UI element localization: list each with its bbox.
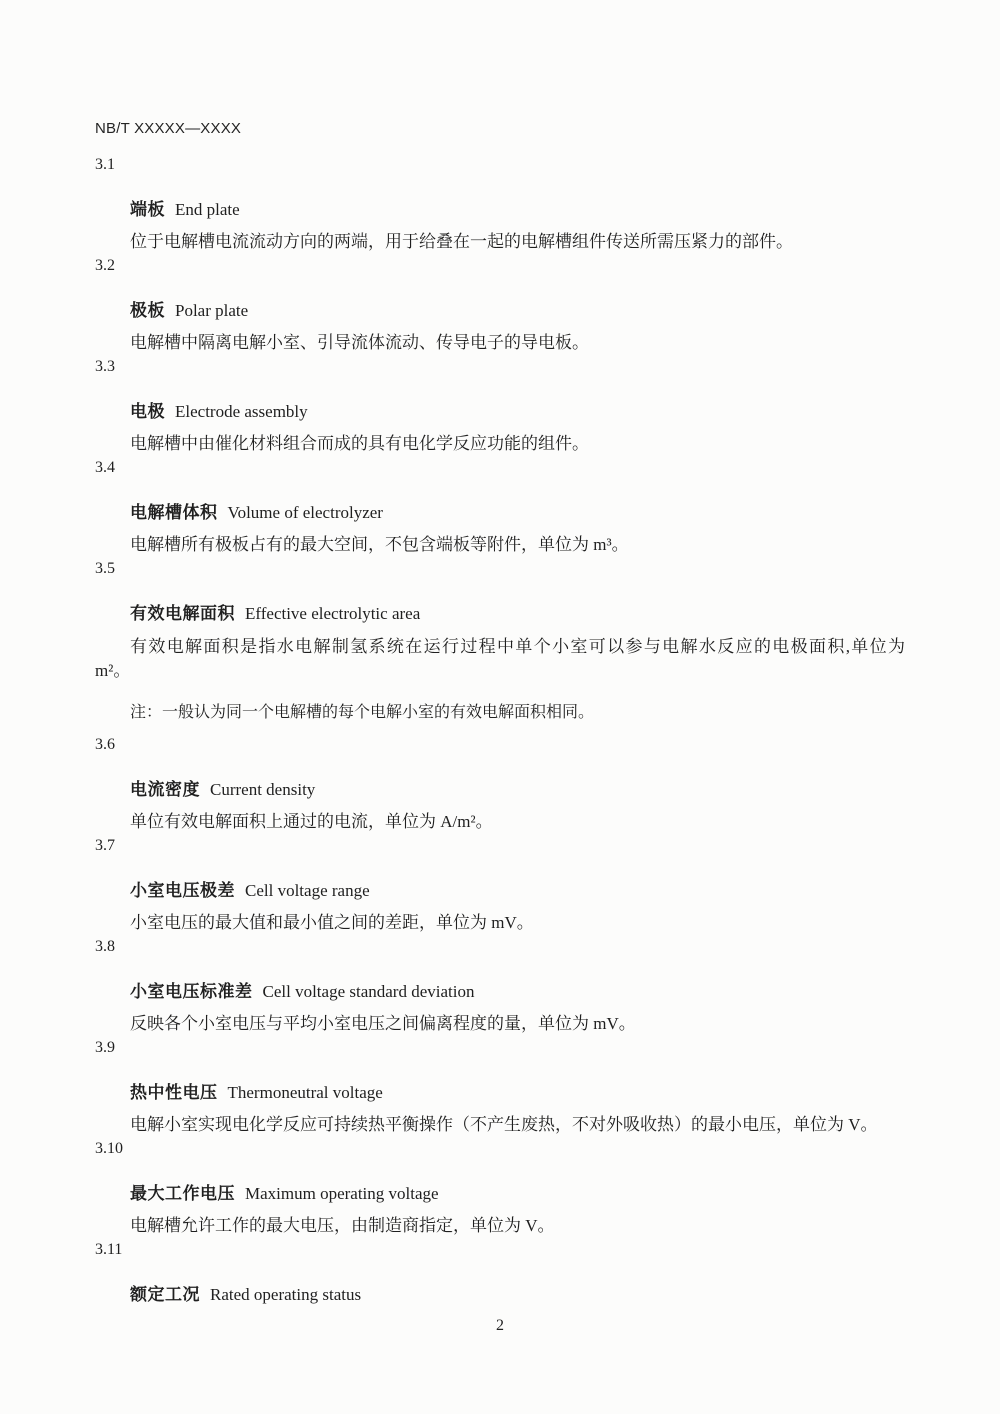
term-chinese: 最大工作电压 bbox=[130, 1184, 235, 1203]
term-chinese: 电极 bbox=[130, 402, 165, 421]
definition-line: m²。 bbox=[95, 661, 131, 680]
term-section bbox=[95, 1139, 905, 1236]
term-line bbox=[95, 603, 905, 624]
term-definition: 电解槽允许工作的最大电压，由制造商指定，单位为 V。 bbox=[130, 1216, 555, 1235]
term-line bbox=[95, 779, 905, 800]
term-line bbox=[95, 199, 905, 220]
term-line bbox=[95, 1284, 905, 1305]
term-line bbox=[95, 1183, 905, 1204]
term-line bbox=[95, 502, 905, 523]
term-english: Polar plate bbox=[175, 301, 249, 320]
term-definition: 电解槽所有极板占有的最大空间，不包含端板等附件，单位为 m³。 bbox=[130, 535, 629, 554]
term-note: 注：一般认为同一个电解槽的每个电解小室的有效电解面积相同。 bbox=[130, 704, 595, 721]
term-line bbox=[95, 300, 905, 321]
term-english: End plate bbox=[175, 200, 240, 219]
term-english: Current density bbox=[210, 780, 316, 799]
section-number: 3.1 bbox=[95, 156, 115, 173]
section-number: 3.6 bbox=[95, 736, 115, 753]
terms-and-definitions-list bbox=[95, 155, 905, 1305]
page-number: 2 bbox=[496, 1317, 504, 1334]
standard-number-header: NB/T XXXXX—XXXX bbox=[95, 120, 242, 137]
term-definition: 反映各个小室电压与平均小室电压之间偏离程度的量，单位为 mV。 bbox=[130, 1014, 636, 1033]
term-english: Effective electrolytic area bbox=[245, 604, 421, 623]
term-chinese: 极板 bbox=[130, 301, 165, 320]
section-number: 3.3 bbox=[95, 358, 115, 375]
term-section bbox=[95, 836, 905, 933]
term-section bbox=[95, 357, 905, 454]
term-chinese: 额定工况 bbox=[130, 1285, 200, 1304]
section-number: 3.5 bbox=[95, 560, 115, 577]
section-number: 3.7 bbox=[95, 837, 115, 854]
term-line bbox=[95, 880, 905, 901]
term-definition: 小室电压的最大值和最小值之间的差距，单位为 mV。 bbox=[130, 913, 534, 932]
term-chinese: 端板 bbox=[130, 200, 165, 219]
term-section bbox=[95, 458, 905, 555]
section-number: 3.10 bbox=[95, 1140, 123, 1157]
term-definition: 电解槽中隔离电解小室、引导流体流动、传导电子的导电板。 bbox=[130, 333, 589, 352]
term-english: Volume of electrolyzer bbox=[227, 503, 383, 522]
term-section bbox=[95, 1240, 905, 1305]
section-number: 3.11 bbox=[95, 1241, 123, 1258]
term-section bbox=[95, 256, 905, 353]
definition-line: 有效电解面积是指水电解制氢系统在运行过程中单个小室可以参与电解水反应的电极面积,单位为 bbox=[130, 637, 905, 656]
term-definition: 位于电解槽电流流动方向的两端，用于给叠在一起的电解槽组件传送所需压紧力的部件。 bbox=[130, 232, 793, 251]
term-chinese: 有效电解面积 bbox=[130, 604, 235, 623]
term-section bbox=[95, 559, 905, 723]
section-number: 3.9 bbox=[95, 1039, 115, 1056]
term-chinese: 电解槽体积 bbox=[130, 503, 218, 522]
term-section bbox=[95, 937, 905, 1034]
term-definition: 电解小室实现电化学反应可持续热平衡操作（不产生废热，不对外吸收热）的最小电压，单位为 V。 bbox=[130, 1115, 878, 1134]
term-chinese: 小室电压标准差 bbox=[130, 982, 253, 1001]
section-number: 3.4 bbox=[95, 459, 115, 476]
term-line bbox=[95, 1082, 905, 1103]
section-number: 3.2 bbox=[95, 257, 115, 274]
term-english: Cell voltage range bbox=[245, 881, 370, 900]
term-line bbox=[95, 981, 905, 1002]
term-chinese: 热中性电压 bbox=[130, 1083, 218, 1102]
term-section bbox=[95, 735, 905, 832]
term-english: Cell voltage standard deviation bbox=[262, 982, 475, 1001]
term-definition bbox=[95, 635, 905, 683]
term-english: Electrode assembly bbox=[175, 402, 308, 421]
term-section bbox=[95, 1038, 905, 1135]
term-english: Thermoneutral voltage bbox=[227, 1083, 383, 1102]
term-section bbox=[95, 155, 905, 252]
term-definition: 单位有效电解面积上通过的电流，单位为 A/m²。 bbox=[130, 812, 493, 831]
term-definition: 电解槽中由催化材料组合而成的具有电化学反应功能的组件。 bbox=[130, 434, 589, 453]
term-english: Maximum operating voltage bbox=[245, 1184, 439, 1203]
term-line bbox=[95, 401, 905, 422]
term-english: Rated operating status bbox=[210, 1285, 362, 1304]
term-chinese: 小室电压极差 bbox=[130, 881, 235, 900]
section-number: 3.8 bbox=[95, 938, 115, 955]
term-chinese: 电流密度 bbox=[130, 780, 200, 799]
